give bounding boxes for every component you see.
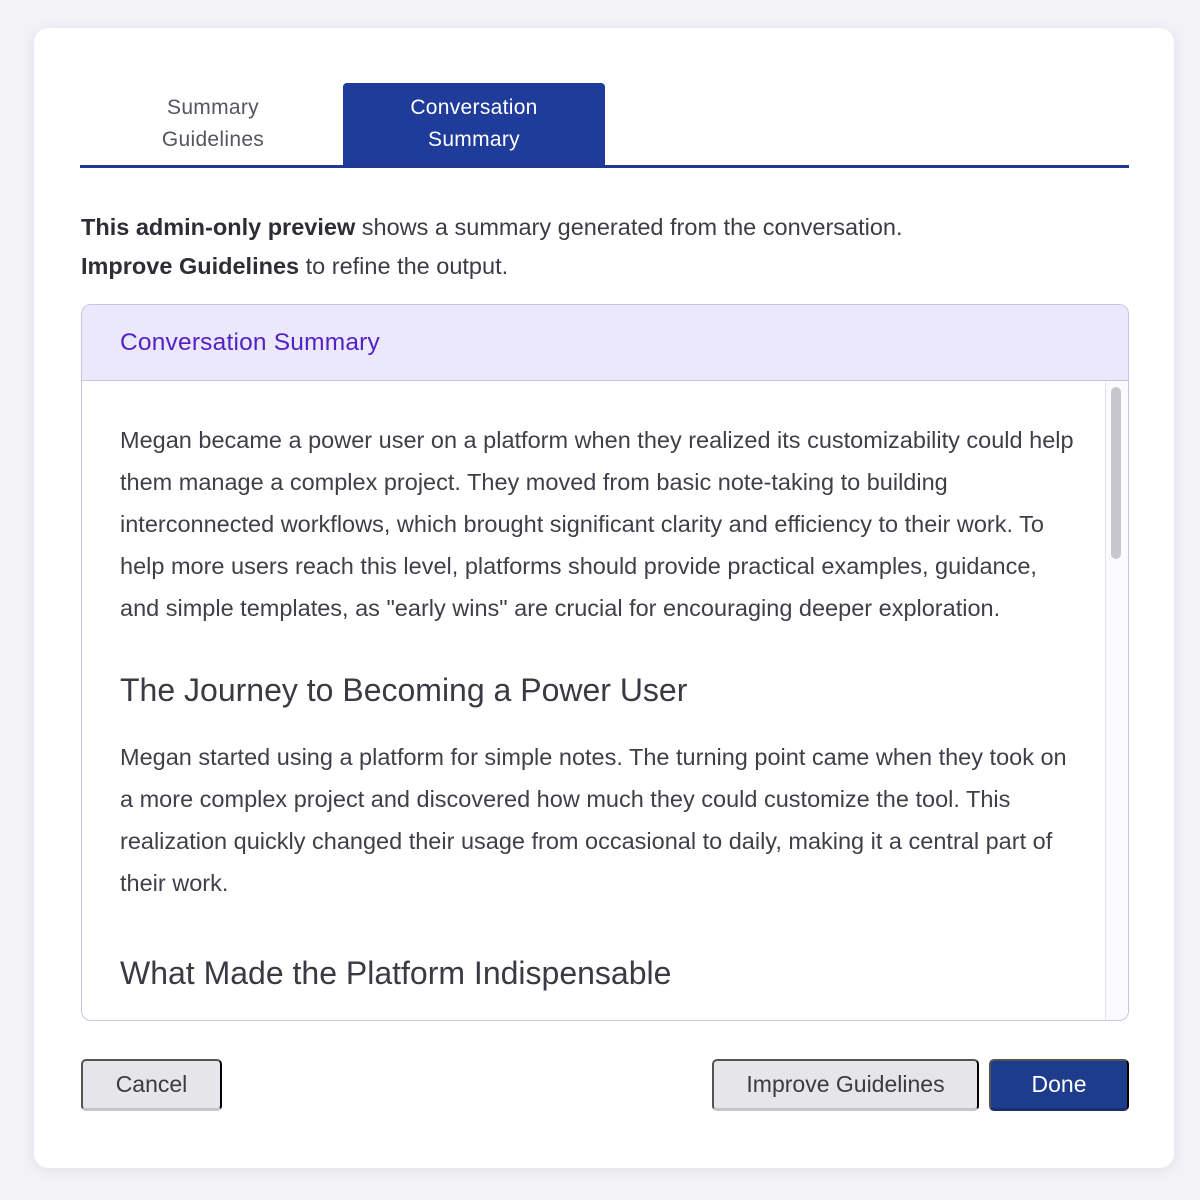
intro-text	[81, 208, 1131, 286]
cancel-button[interactable]: Cancel	[81, 1059, 222, 1111]
tab-label-line: Summary	[428, 128, 520, 151]
summary-paragraph: Megan started using a platform for simple notes. The turning point came when they took on a more complex project and discovered how much they could customize the tool. This realization quickly changed their usage from occasional to daily, making it a central part of their work.	[120, 744, 1067, 896]
tab-label	[118, 92, 308, 156]
done-button[interactable]: Done	[989, 1059, 1129, 1111]
tab-label	[379, 92, 569, 156]
tab-bar	[80, 82, 1129, 168]
improve-guidelines-button[interactable]: Improve Guidelines	[712, 1059, 979, 1111]
intro-bold-improve: Improve Guidelines	[81, 253, 300, 279]
panel-title: Conversation Summary	[120, 328, 380, 356]
section-heading: The Journey to Becoming a Power User	[120, 672, 688, 708]
tab-conversation-summary[interactable]	[343, 83, 605, 165]
tab-label-line: Guidelines	[161, 128, 265, 151]
intro-bold-preview: This admin-only preview	[81, 214, 356, 240]
scrollbar-thumb[interactable]	[1111, 387, 1121, 559]
scrollbar[interactable]	[1105, 381, 1128, 1020]
summary-content	[120, 419, 1080, 994]
tab-label-line: Conversation	[410, 96, 538, 119]
tab-label-line: Summary	[167, 96, 259, 119]
summary-paragraph: Megan became a power user on a platform when they realized its customizability could help them manage a complex project. They moved from basic note-taking to building interconnected workflows, which brought significant clarity and efficiency to their work. To help more users reach this level, platforms should provide practical examples, guidance, and simple templates, as "early wins" are crucial for encouraging deeper exploration.	[120, 427, 1074, 621]
tab-summary-guidelines[interactable]	[82, 83, 344, 165]
summary-panel	[81, 304, 1129, 1021]
panel-scroll-area[interactable]	[82, 381, 1128, 1020]
panel-header	[82, 305, 1128, 381]
section-heading: What Made the Platform Indispensable	[120, 955, 672, 991]
summary-dialog	[34, 28, 1174, 1168]
intro-text-2: to refine the output.	[299, 253, 509, 279]
intro-text-1: shows a summary generated from the conversation.	[355, 214, 903, 240]
